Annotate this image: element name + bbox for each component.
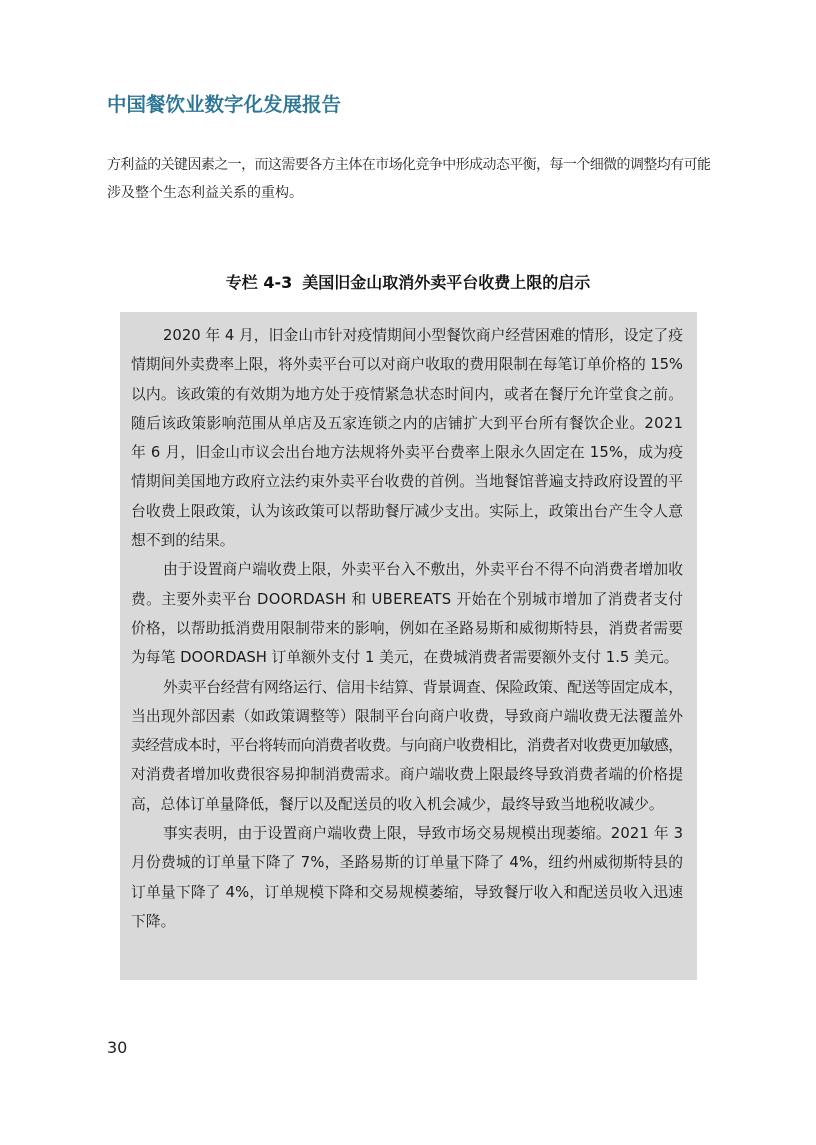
- box-paragraph: [131, 673, 683, 819]
- box-paragraph-line: [131, 497, 683, 526]
- box-line-text: 年 6 月，旧金山市议会出台地方法规将外卖平台费率上限永久固定在 15%，成为疫: [131, 444, 684, 462]
- box-line-text: 外卖平台经营有网络运行、信用卡结算、背景调查、保险政策、配送等固定成本，: [163, 678, 683, 696]
- box-paragraph-line: [131, 585, 683, 614]
- report-title: 中国餐饮业数字化发展报告: [107, 93, 342, 116]
- box-line-text: 事实表明，由于设置商户端收费上限，导致市场交易规模出现萎缩。2021 年 3: [163, 825, 684, 843]
- box-paragraph: [131, 321, 683, 555]
- box-paragraph-line: [131, 819, 683, 848]
- box-line-text: 月份费城的订单量下降了 7%，圣路易斯的订单量下降了 4%，纽约州威彻斯特县的: [131, 854, 684, 872]
- box-line-text: 对消费者增加收费很容易抑制消费需求。商户端收费上限最终导致消费者端的价格提: [131, 766, 684, 784]
- intro-line-text: 方利益的关键因素之一，而这需要各方主体在市场化竞争中形成动态平衡，每一个细微的调整均有可能: [107, 157, 711, 173]
- box-paragraph-line: [131, 731, 683, 760]
- box-paragraph-line: [131, 614, 683, 643]
- box-line-text: 情期间外卖费率上限，将外卖平台可以对商户收取的费用限制在每笔订单价格的 15%: [131, 356, 683, 374]
- box-line-text: 由于设置商户端收费上限，外卖平台入不敷出，外卖平台不得不向消费者增加收: [163, 561, 684, 579]
- sidebar-box-label: 专栏 4-3: [225, 273, 293, 292]
- box-line-text: 高，总体订单量降低，餐厅以及配送员的收入机会减少，最终导致当地税收减少。: [131, 795, 664, 813]
- sidebar-box: [120, 312, 697, 980]
- box-line-text: 卖经营成本时，平台将转而向消费者收费。与向商户收费相比，消费者对收费更加敏感，: [131, 737, 683, 755]
- box-line-text: 台收费上限政策，认为该政策可以帮助餐厅减少支出。实际上，政策出台产生令人意: [131, 502, 684, 520]
- box-paragraph-line: [131, 467, 683, 496]
- box-line-text: 2020 年 4 月，旧金山市针对疫情期间小型餐饮商户经营困难的情形，设定了疫: [163, 327, 683, 344]
- box-paragraph-line: [131, 555, 683, 584]
- sidebar-box-title: 美国旧金山取消外卖平台收费上限的启示: [302, 273, 591, 292]
- box-line-text: 价格，以帮助抵消费用限制带来的影响，例如在圣路易斯和威彻斯特县，消费者需要: [131, 619, 684, 637]
- box-paragraph-line: [131, 409, 683, 438]
- box-paragraph-line: [131, 907, 683, 936]
- sidebar-box-heading: [0, 272, 816, 294]
- box-paragraph-line: [131, 643, 683, 672]
- box-line-text: 下降。: [131, 912, 176, 930]
- box-paragraph-line: [131, 702, 683, 731]
- box-paragraph-line: [131, 878, 683, 907]
- box-line-text: 当出现外部因素（如政策调整等）限制平台向商户收费，导致商户端收费无法覆盖外: [131, 707, 684, 725]
- intro-paragraph: [107, 151, 711, 207]
- intro-line: [107, 151, 711, 179]
- box-paragraph-line: [131, 790, 683, 819]
- intro-line-text: 涉及整个生态利益关系的重构。: [107, 185, 303, 201]
- box-paragraph: [131, 819, 683, 936]
- box-paragraph-line: [131, 438, 683, 467]
- box-line-text: 为每笔 DOORDASH 订单额外支付 1 美元，在费城消费者需要额外支付 1.5 美元。: [131, 649, 679, 667]
- box-paragraph-line: [131, 760, 683, 789]
- box-paragraph-line: [131, 350, 683, 379]
- box-line-text: 以内。该政策的有效期为地方处于疫情紧急状态时间内，或者在餐厅允许堂食之前。: [131, 385, 684, 403]
- intro-line: [107, 179, 711, 207]
- box-line-text: 想不到的结果。: [131, 532, 235, 550]
- box-paragraph-line: [131, 321, 683, 350]
- box-line-text: 随后该政策影响范围从单店及五家连锁之内的店铺扩大到平台所有餐饮企业。2021: [131, 414, 684, 432]
- box-line-text: 费。主要外卖平台 DOORDASH 和 UBEREATS 开始在个别城市增加了消费者支付: [131, 590, 684, 608]
- box-paragraph-line: [131, 848, 683, 877]
- box-paragraph-line: [131, 526, 683, 555]
- box-line-text: 订单量下降了 4%，订单规模下降和交易规模萎缩，导致餐厅收入和配送员收入迅速: [131, 883, 684, 901]
- box-paragraph-line: [131, 380, 683, 409]
- box-paragraph-line: [131, 673, 683, 702]
- box-paragraph: [131, 555, 683, 672]
- page-number: 30: [107, 1038, 128, 1057]
- box-line-text: 情期间美国地方政府立法约束外卖平台收费的首例。当地餐馆普遍支持政府设置的平: [131, 473, 684, 491]
